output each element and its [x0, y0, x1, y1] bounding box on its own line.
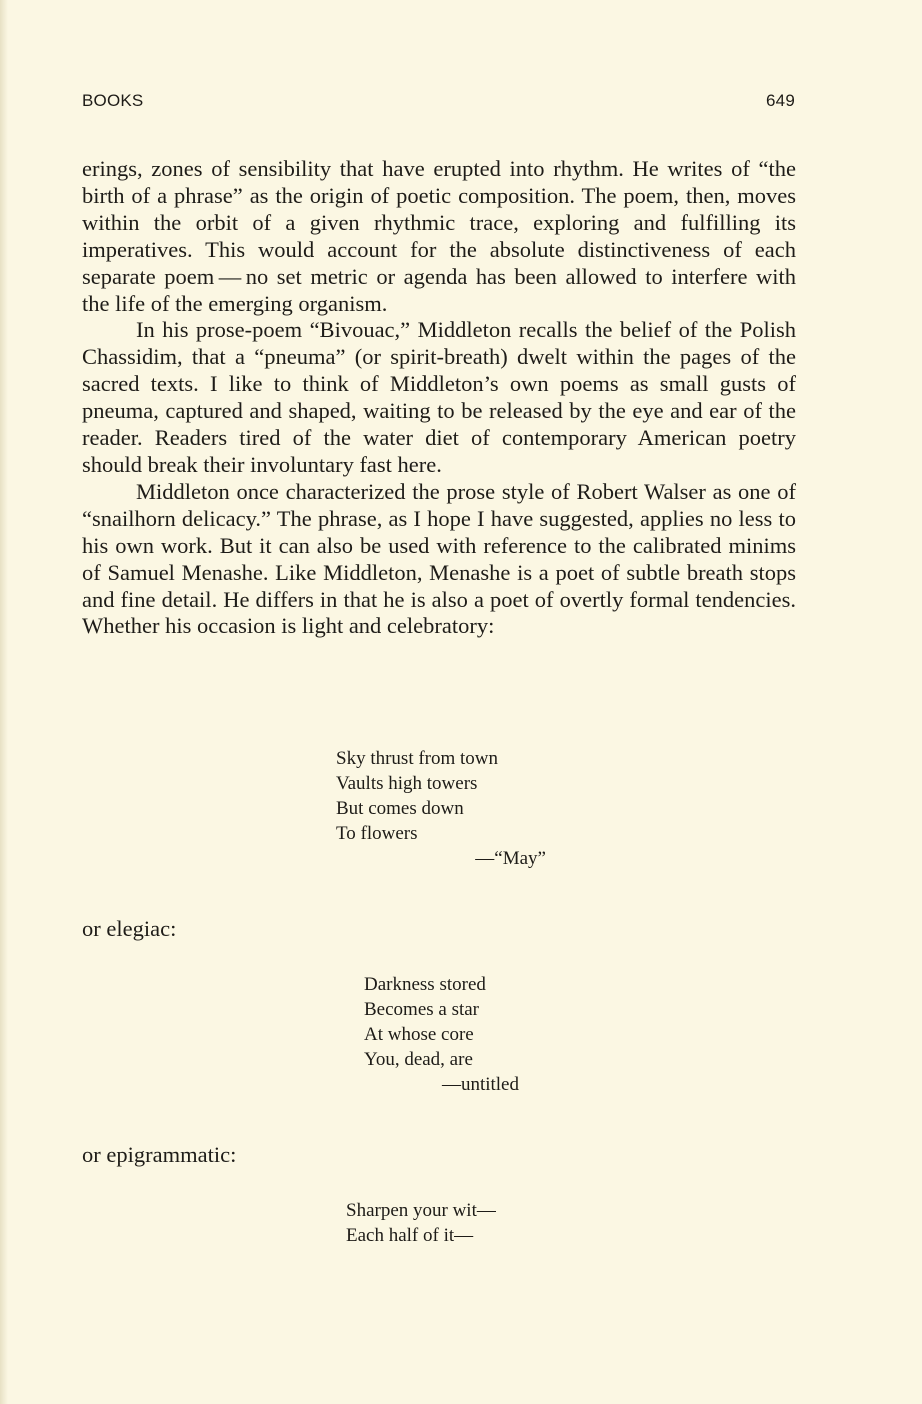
page-gutter-edge: [0, 0, 8, 1404]
poem-line: At whose core: [364, 1024, 474, 1045]
poem-line: Sharpen your wit—: [346, 1200, 496, 1221]
poem-line: Becomes a star: [364, 999, 480, 1020]
poem-line: You, dead, are: [364, 1049, 473, 1070]
paragraph-1: erings, zones of sensibility that have erupted into rhythm. He writes of “the birth of a phrase” as the origin of poetic composition. The poem, then, moves within the orbit of a given rhythmic trace, exploring and fulfilling its imperatives. This would account for the absolute distinctiveness of each separate poem — no set metric or agenda has been allowed to interfere with the life of the emerging organism.: [82, 156, 796, 316]
poem-line: Vaults high towers: [336, 773, 478, 794]
paragraph-3: Middleton once characterized the prose style of Robert Walser as one of “snailhorn delicacy.” The phrase, as I hope I have suggested, applies no less to his own work. But it can also be used with reference to the calibrated minims of Samuel Menashe. Like Middleton, Menashe is a poet of subtle breath stops and fine detail. He differs in that he is also a poet of overtly formal tendencies. Whether his occasion is light and celebratory:: [82, 478, 796, 639]
body-text: [82, 156, 796, 640]
poem-line: Each half of it—: [346, 1225, 474, 1246]
page-number: 649: [766, 91, 795, 110]
running-head: [82, 89, 795, 113]
poem-wit: [346, 1198, 546, 1248]
paragraph-2: In his prose-poem “Bivouac,” Middleton recalls the belief of the Polish Chassidim, that a “pneuma” (or spirit-breath) dwelt within the pages of the sacred texts. I like to think of Middleton’s own poems as small gusts of pneuma, captured and shaped, waiting to be released by the eye and ear of the reader. Readers tired of the water diet of contemporary American poetry should break their involuntary fast here.: [82, 317, 796, 477]
poem-untitled: [364, 972, 519, 1097]
poem-line: But comes down: [336, 798, 464, 819]
poem-line: Darkness stored: [364, 974, 486, 995]
poem-attribution: —untitled: [441, 1074, 519, 1095]
transition-epigrammatic: or epigrammatic:: [82, 1142, 237, 1167]
poem-attribution: —“May”: [475, 848, 546, 869]
transition-elegiac: or elegiac:: [82, 916, 177, 941]
section-title: BOOKS: [82, 91, 144, 110]
poem-line: Sky thrust from town: [336, 748, 499, 769]
poem-may: [336, 746, 546, 871]
poem-line: To flowers: [336, 823, 418, 844]
